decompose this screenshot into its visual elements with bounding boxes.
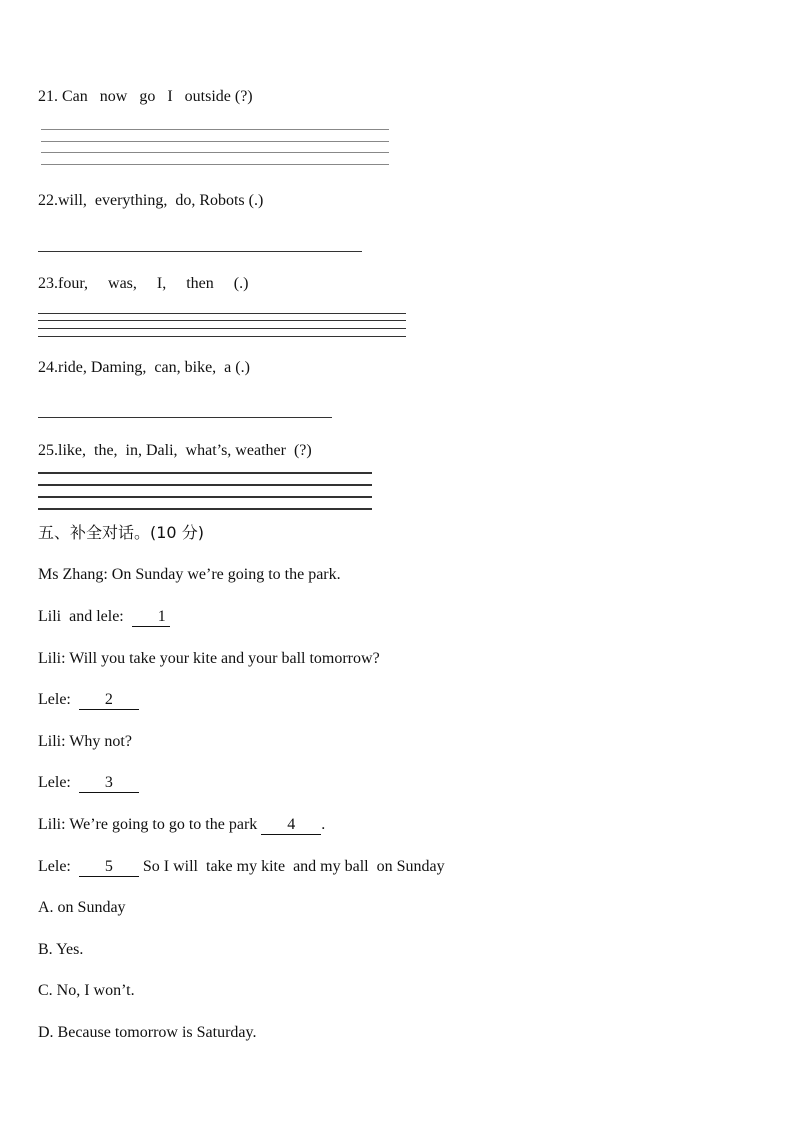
- dialogue-line: [38, 732, 132, 752]
- speaker: Lili:: [38, 733, 66, 750]
- answer-line[interactable]: [38, 328, 406, 329]
- question-text: .ride, Daming, can, bike, a (.): [54, 359, 250, 376]
- option-a: A. on Sunday: [38, 899, 126, 916]
- answer-blank-1[interactable]: 1: [132, 608, 170, 627]
- answer-line[interactable]: [41, 129, 389, 130]
- dialogue-text: We’re going to go to the park: [65, 816, 262, 833]
- speaker: Lili and lele:: [38, 608, 124, 625]
- speaker: Lele:: [38, 774, 71, 791]
- answer-line[interactable]: [41, 152, 389, 153]
- answer-line[interactable]: [41, 141, 389, 142]
- answer-line[interactable]: [38, 484, 372, 486]
- dialogue-text-after: So I will take my kite and my ball on Sunday: [138, 858, 445, 875]
- answer-line[interactable]: [38, 251, 362, 252]
- question-23: [38, 274, 248, 294]
- question-text: . Can now go I outside (?): [54, 88, 253, 105]
- answer-line[interactable]: [38, 313, 406, 314]
- dialogue-text: Why not?: [65, 733, 132, 750]
- section-heading: 五、补全对话。(10 分): [38, 523, 204, 542]
- question-text: .four, was, I, then (.): [54, 275, 249, 292]
- question-24: [38, 358, 250, 378]
- answer-line[interactable]: [38, 472, 372, 474]
- speaker: Lili:: [38, 816, 66, 833]
- question-25: [38, 441, 312, 461]
- speaker: Lele:: [38, 691, 71, 708]
- dialogue-line: [38, 773, 139, 793]
- question-number: 23: [38, 275, 54, 292]
- question-text: .will, everything, do, Robots (.): [54, 192, 264, 209]
- dialogue-line: [38, 690, 139, 710]
- dialogue-line: [38, 607, 170, 627]
- dialogue-line: [38, 815, 325, 835]
- dialogue-line: [38, 857, 445, 877]
- answer-blank-5[interactable]: 5: [79, 858, 139, 877]
- answer-blank-4[interactable]: 4: [261, 816, 321, 835]
- speaker: Lili:: [38, 650, 66, 667]
- answer-line[interactable]: [38, 336, 406, 337]
- speaker: Ms Zhang:: [38, 566, 108, 583]
- question-number: 21: [38, 88, 54, 105]
- speaker: Lele:: [38, 858, 71, 875]
- option-d: D. Because tomorrow is Saturday.: [38, 1024, 257, 1041]
- question-21: [38, 87, 253, 107]
- question-number: 24: [38, 359, 54, 376]
- answer-line[interactable]: [41, 164, 389, 165]
- answer-line[interactable]: [38, 320, 406, 321]
- answer-blank-3[interactable]: 3: [79, 774, 139, 793]
- answer-line[interactable]: [38, 508, 372, 510]
- question-number: 25: [38, 442, 54, 459]
- question-22: [38, 191, 263, 211]
- dialogue-line: [38, 565, 341, 585]
- question-number: 22: [38, 192, 54, 209]
- dialogue-text: Will you take your kite and your ball tomorrow?: [65, 650, 380, 667]
- dialogue-line: [38, 649, 380, 669]
- dialogue-text: On Sunday we’re going to the park.: [107, 566, 341, 583]
- option-c: C. No, I won’t.: [38, 982, 135, 999]
- answer-line[interactable]: [38, 496, 372, 498]
- dialogue-text-after: .: [321, 816, 326, 833]
- option-b: B. Yes.: [38, 941, 84, 958]
- question-text: .like, the, in, Dali, what’s, weather (?): [54, 442, 312, 459]
- answer-blank-2[interactable]: 2: [79, 691, 139, 710]
- answer-line[interactable]: [38, 417, 332, 418]
